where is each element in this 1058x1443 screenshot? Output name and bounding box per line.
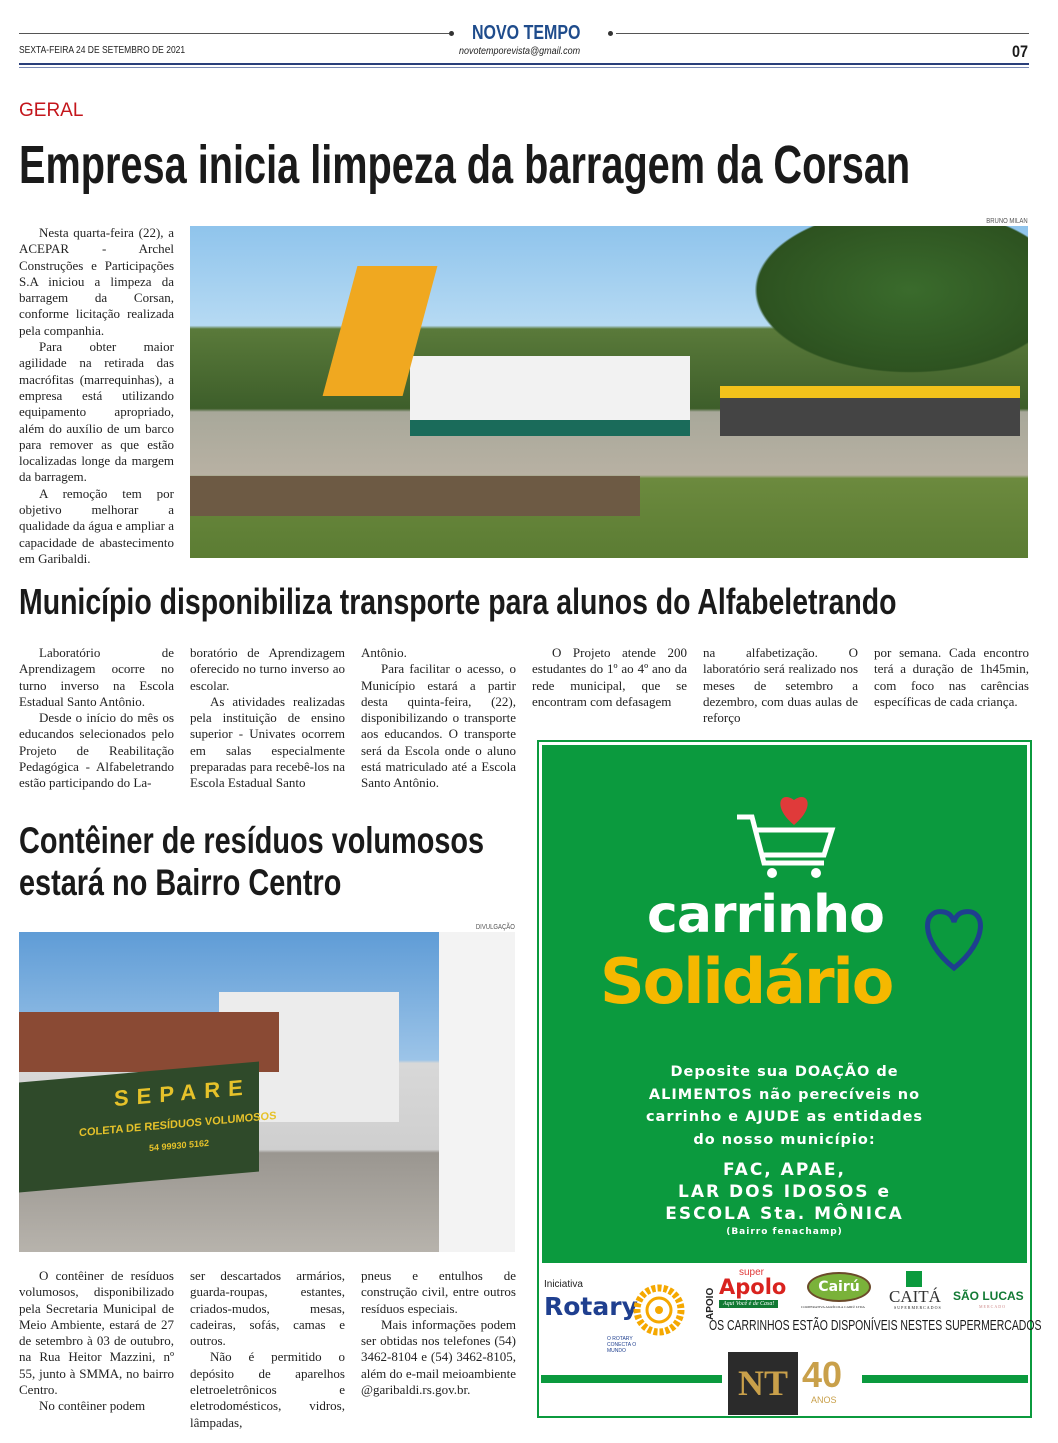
sponsor-apolo-slogan: Aqui Você é de Casa! [719,1300,778,1308]
article-column [361,1268,516,1398]
dumpster-sign-2: COLETA DE RESÍDUOS VOLUMOSOS [79,1109,277,1140]
shopping-cart-heart-icon [732,785,842,880]
paragraph: Mais informações podem ser obtidas nos telefones (54) 3462-8104 e (54) 3462-8105, além do e-mail meioambiente@garibaldi.rs.gov.br. [361,1316,516,1398]
paragraph: por semana. Cada encontro terá a duração de 1h45min, com foco nas carências específicas de cada criança. [874,645,1029,709]
photo-wall [439,932,515,1252]
header-rule-left [19,33,449,34]
ad-entities [542,1159,1027,1225]
photo-truck [720,386,1020,436]
rotary-tagline: O ROTARY CONECTA O MUNDO [607,1336,637,1354]
header-rule-right [616,33,1029,34]
sponsor-caita: CAITÁ [889,1287,941,1306]
rotary-wheel-icon [633,1284,685,1336]
dumpster-sign: SEPARE [114,1074,251,1112]
sponsor-apolo-super: super [739,1267,765,1278]
issue-date: SEXTA-FEIRA 24 DE SETEMBRO DE 2021 [19,45,186,56]
nt-logo [728,1352,798,1415]
article-headline: estará no Bairro Centro [19,862,342,903]
section-label: GERAL [19,100,84,121]
article-column [361,645,516,792]
article-column [874,645,1029,710]
sponsor-cairu [807,1272,871,1302]
paragraph: Para obter maior agilidade na retirada das macrófitas (marrequinhas), a empresa está utilizando equipamento apropriado, além do auxílio de um barco para remover as que estão localizadas longe da margem da barragem. [19,339,174,485]
paragraph: Não é permitido o depósito de aparelhos eletroeletrônicos e eletrodomésticos, vidros, lâmpadas, [190,1349,345,1430]
article-column [19,645,174,792]
paragraph: A remoção tem por objetivo melhorar a qualidade da água e ampliar a capacidade de abastecimento em Garibaldi. [19,485,174,566]
availability-note: OS CARRINHOS ESTÃO DISPONÍVEIS NESTES SUPERMERCADOS [709,1318,1042,1334]
support-label: APOIO [705,1287,716,1320]
article-body [19,225,174,567]
ad-title-carrinho: carrinho [647,885,884,945]
article-column [703,645,858,726]
green-stripe [862,1375,1028,1383]
paragraph: O contêiner de resíduos volumosos, disponibilizado pela Secretaria Municipal de Meio Ambiente, estará de 27 de setembro à 03 de outubro, na Rua Heitor Mazzini, nº 55, junto à SMMA, no bairro Centro. [19,1268,174,1398]
paragraph: Nesta quarta-feira (22), a ACEPAR - Archel Construções e Participações S.A iniciou a limpeza da barragem da Corsan, conforme licitação realizada pela companhia. [19,225,174,338]
header-dot [449,31,454,36]
paragraph: boratório de Aprendizagem oferecido no turno inverso ao escolar. [190,645,345,693]
photo-boat [410,356,690,436]
paragraph: Antônio. [361,645,407,660]
article-column [190,645,345,792]
paragraph: Desde o início do mês os educandos selecionados pelo Projeto de Reabilitação Pedagógica - Alfabeletrando estão participando do La- [19,710,174,791]
page-number: 07 [1012,42,1029,61]
photo-dumpster [19,1062,277,1193]
sponsor-caita-sub: SUPERMERCADOS [894,1305,942,1310]
ad-entity: ESCOLA Sta. MÔNICA [665,1204,904,1224]
ad-entity: LAR DOS IDOSOS e [678,1182,891,1202]
paragraph: No contêiner podem [39,1398,146,1414]
contact-email: novotemporevista@gmail.com [459,46,581,57]
article-headline: Contêiner de resíduos volumosos [19,820,485,861]
rotary-logo: Rotary [544,1292,638,1321]
header-dot [608,31,613,36]
nt-logo-text: NT [737,1363,788,1403]
anniversary-label: ANOS [811,1395,837,1405]
article-headline: Empresa inicia limpeza da barragem da Corsan [19,135,911,195]
ad-body-line: do nosso município: [693,1131,876,1148]
header-double-rule [19,63,1029,65]
ad-title-solidario: Solidário [600,945,893,1018]
photo-credit: BRUNO MILAN [986,218,1028,225]
article-column [532,645,687,710]
ad-body-line: ALIMENTOS não perecíveis no [648,1086,921,1103]
initiative-label: Iniciativa [544,1279,583,1290]
advertisement-carrinho-solidario [537,740,1042,1418]
paragraph: pneus e entulhos de construção civil, entre outros resíduos especiais. [361,1268,516,1316]
paragraph: na alfabetização. O laboratório será realizado nos meses de setembro a dezembro, com duas aulas de reforço [703,645,858,726]
ad-entities-note: (Bairro fenachamp) [726,1227,843,1237]
sponsor-cairu-sub: COOPERATIVA AGRÍCOLA CAIRÚ LTDA [801,1305,865,1309]
photo-dock [190,476,640,516]
green-stripe [541,1375,722,1383]
ad-body-line: carrinho e AJUDE as entidades [645,1109,924,1125]
paragraph: Para facilitar o acesso, o Município estará a partir desta quinta-feira, (22), disponibilizando o transporte aos educandos. O transporte será da Escola onde o aluno está matriculado até a Escola Santo Antônio. [361,661,516,791]
article-photo-container [19,932,515,1252]
ad-body [542,1061,1027,1151]
anniversary-number: 40 [802,1354,843,1395]
ad-body-line: Deposite sua DOAÇÃO de [670,1064,899,1080]
paragraph: As atividades realizadas pela instituição de ensino superior - Univates ocorrem em salas especialmente preparadas para recebê-los na Escola Estadual Santo [190,693,345,791]
caita-logo-mark [906,1271,922,1287]
paragraph: O Projeto atende 200 estudantes do 1º ao 4º ano da rede municipal, que se encontram com defasagem [532,645,687,709]
article-column [19,1268,174,1415]
masthead: NOVO TEMPO [472,22,581,44]
dumpster-phone: 54 99930 5162 [149,1137,210,1154]
article-photo-dam-cleanup [190,226,1028,558]
article-headline: Município disponibiliza transporte para alunos do Alfabeletrando [19,581,897,622]
header-double-rule [19,67,1029,68]
sponsor-cairu-label: Cairú [818,1279,860,1295]
ad-green-panel [542,745,1027,1263]
paragraph: Laboratório de Aprendizagem ocorre no turno inverso na Escola Estadual Santo Antônio. [19,645,174,709]
article-column [190,1268,345,1431]
sponsor-apolo: Apolo [719,1275,787,1299]
sponsor-sao-lucas: SÃO LUCAS [953,1289,1024,1303]
sponsor-sao-lucas-sub: MERCADO [979,1304,1007,1309]
heart-outline-icon [914,900,994,975]
ad-entity: FAC, APAE, [723,1160,846,1180]
photo-trees [730,226,1028,386]
paragraph: ser descartados armários, guarda-roupas, estantes, criados-mudos, mesas, cadeiras, sofás, camas e outros. [190,1268,345,1349]
photo-credit: DIVULGAÇÃO [475,924,515,931]
